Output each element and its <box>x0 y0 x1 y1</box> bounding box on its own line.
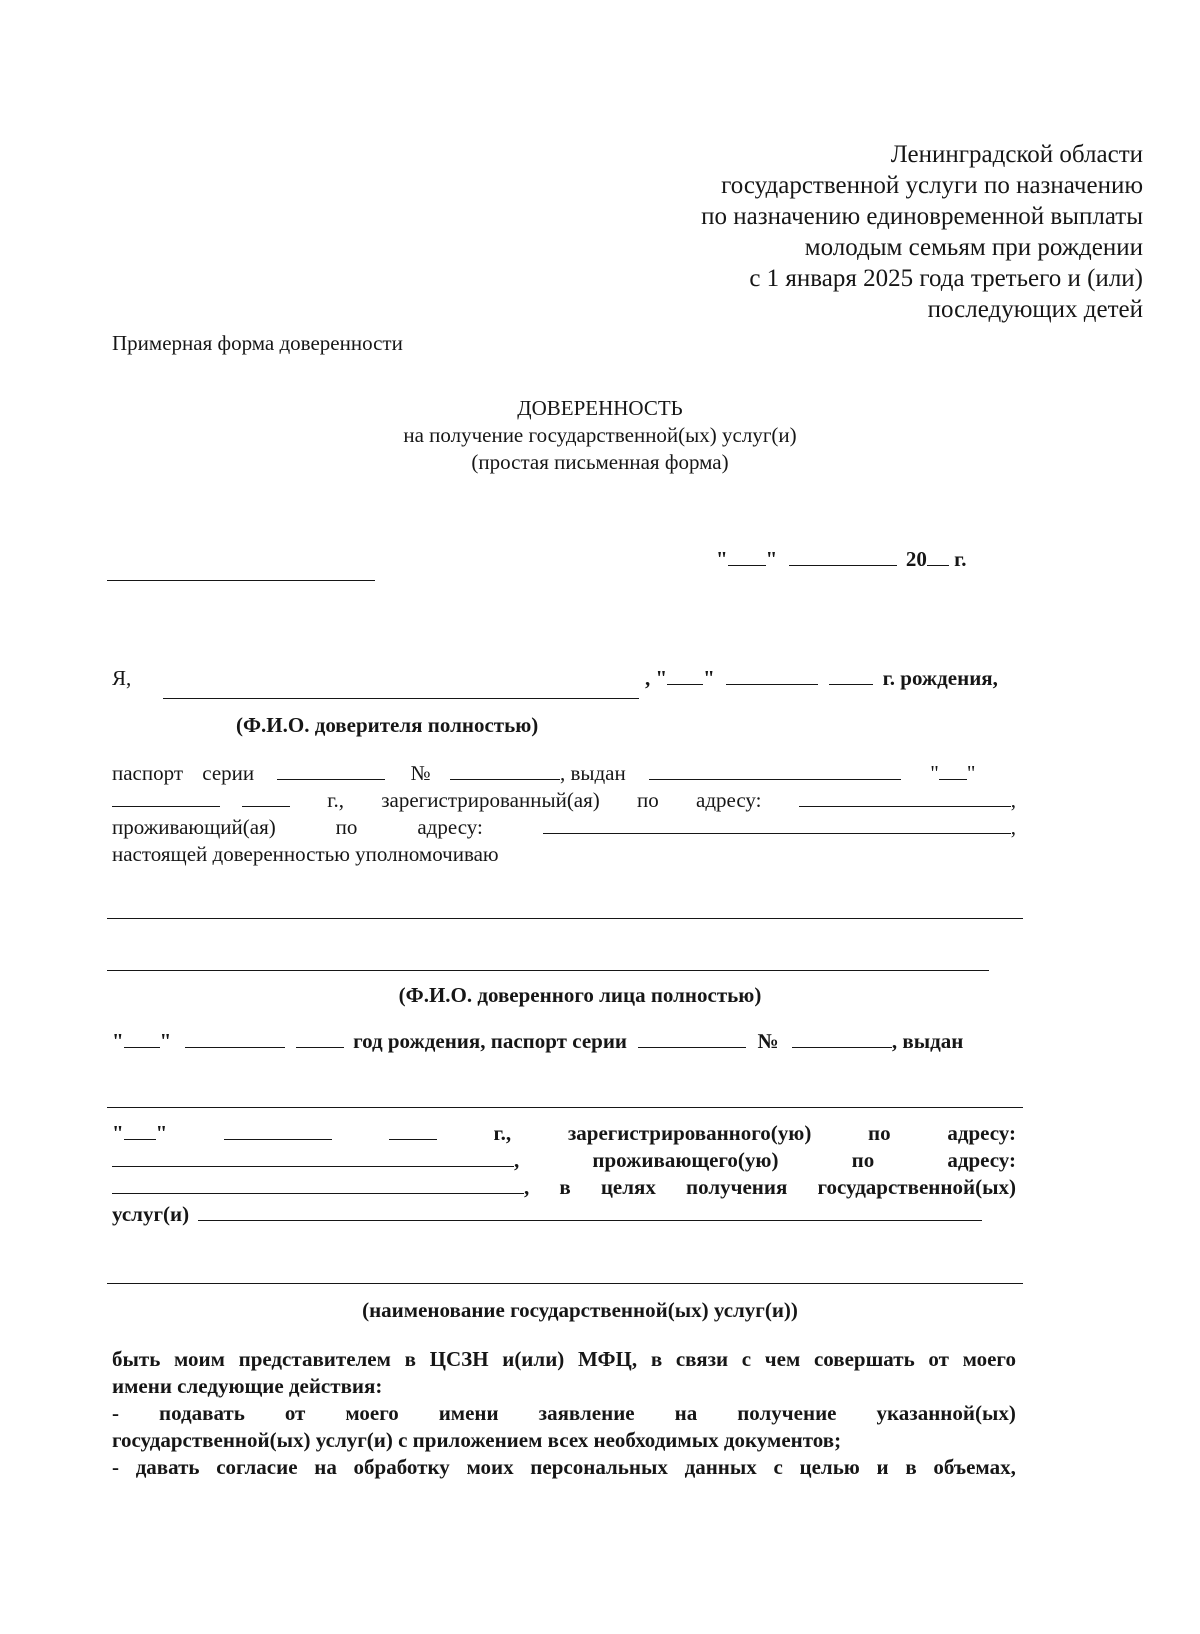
word: - <box>112 1401 119 1425</box>
word: имени <box>438 1401 499 1425</box>
word: ЦСЗН <box>429 1347 489 1371</box>
principal-quote-close: " <box>703 666 715 690</box>
agent-registered-row <box>112 1120 1016 1147</box>
agent-birth-year-field[interactable] <box>296 1029 344 1048</box>
agent-passport-number-field[interactable] <box>792 1029 892 1048</box>
date-day-field[interactable] <box>728 547 766 566</box>
passport-row <box>112 760 1016 787</box>
principal-birth-label: г. рождения, <box>882 666 998 690</box>
comma: , <box>1010 788 1016 812</box>
header-line: с 1 января 2025 года третьего и (или) <box>749 265 1143 292</box>
agent-issue-quote-close: " <box>155 1121 168 1145</box>
issue-year-field[interactable] <box>242 788 290 807</box>
comma: , <box>524 1175 530 1199</box>
word: персональных <box>530 1455 668 1479</box>
agent-issue-quote-open: " <box>112 1121 124 1145</box>
word: от <box>928 1347 949 1371</box>
services-label: услуг(и) <box>112 1202 190 1226</box>
header-line: по назначению единовременной выплаты <box>701 203 1143 230</box>
agent-birth-month-field[interactable] <box>185 1029 285 1048</box>
word: обработку <box>353 1455 450 1479</box>
po-label: по <box>335 815 358 839</box>
agent-po-label: по <box>868 1121 891 1145</box>
agent-issued-by-field[interactable] <box>107 1107 1023 1108</box>
issue-quote-open: " <box>930 761 939 785</box>
word: представителем <box>238 1347 391 1371</box>
agent-issued-label: , выдан <box>891 1029 964 1053</box>
residing-row <box>112 814 1016 841</box>
principal-birth-day-field[interactable] <box>667 666 703 685</box>
date-year-suffix: г. <box>954 547 967 571</box>
header-line: молодым семьям при рождении <box>804 234 1143 261</box>
issued-by-field[interactable] <box>649 761 901 780</box>
issued-label: , выдан <box>559 761 626 785</box>
word: подавать <box>158 1401 245 1425</box>
word: и <box>876 1455 889 1479</box>
principal-birth-line <box>645 665 998 692</box>
date-year-field[interactable] <box>927 547 949 566</box>
services-caption: (наименование государственной(ых) услуг(и)) <box>362 1298 798 1322</box>
agent-issue-year-field[interactable] <box>389 1121 437 1140</box>
word: в <box>404 1347 416 1371</box>
word: моим <box>174 1347 225 1371</box>
agent-address-label: адресу: <box>947 1121 1016 1145</box>
agent-quote-open: " <box>112 1029 124 1053</box>
registered-address-field[interactable] <box>799 788 1011 807</box>
bullet-1-line-1 <box>112 1400 1016 1427</box>
services-row <box>112 1201 982 1228</box>
word: целью <box>799 1455 860 1479</box>
word: давать <box>135 1455 200 1479</box>
date-line <box>716 546 967 573</box>
bullet-2-line-1 <box>112 1454 1016 1481</box>
registered-row <box>112 787 1016 814</box>
principal-ya: Я, <box>112 666 132 690</box>
body-line-2: имени следующие действия: <box>112 1374 383 1398</box>
header-line: Ленинградской области <box>890 141 1143 168</box>
word: объемах, <box>933 1455 1016 1479</box>
header-line: государственной услуги по назначению <box>721 172 1143 199</box>
place-field[interactable] <box>107 580 375 581</box>
agent-passport-series-field[interactable] <box>638 1029 746 1048</box>
agent-residing-address-field[interactable] <box>112 1175 524 1194</box>
authorize-text: настоящей доверенностью уполномочиваю <box>112 842 499 866</box>
word: и(или) <box>502 1347 565 1371</box>
word: чем <box>764 1347 801 1371</box>
agent-registered-address-field[interactable] <box>112 1148 514 1167</box>
word: с <box>773 1455 783 1479</box>
date-month-field[interactable] <box>789 547 897 566</box>
principal-birth-year-field[interactable] <box>829 666 873 685</box>
word: на <box>674 1401 698 1425</box>
comma: , <box>514 1148 520 1172</box>
document-subtitle: на получение государственной(ых) услуг(и) <box>403 423 797 447</box>
agent-po-label: по <box>851 1148 875 1172</box>
passport-label: паспорт <box>112 761 184 785</box>
form-label: Примерная форма доверенности <box>112 331 403 355</box>
body-line-1 <box>112 1346 1016 1373</box>
word: заявление <box>538 1401 635 1425</box>
agent-quote-close: " <box>159 1029 172 1053</box>
date-quote-close: " <box>765 547 778 571</box>
word: связи <box>675 1347 729 1371</box>
agent-birth-label: год рождения, паспорт серии <box>353 1029 628 1053</box>
agent-residing-row <box>112 1147 1016 1174</box>
agent-birth-day-field[interactable] <box>124 1029 160 1048</box>
word: от <box>284 1401 306 1425</box>
word: - <box>112 1455 119 1479</box>
services-field[interactable] <box>198 1202 982 1221</box>
principal-comma-quote: , " <box>645 666 668 690</box>
word: на <box>314 1455 337 1479</box>
residing-label: проживающий(ая) <box>112 815 276 839</box>
issue-month-field[interactable] <box>112 788 220 807</box>
word: с <box>741 1347 752 1371</box>
agent-registered-label: зарегистрированного(ую) <box>567 1121 812 1145</box>
issue-quote-close: " <box>966 761 976 785</box>
passport-number-field[interactable] <box>450 761 560 780</box>
header-block <box>701 139 1143 325</box>
number-sign: № <box>410 761 431 785</box>
document-title: ДОВЕРЕННОСТЬ <box>517 396 683 420</box>
word: моего <box>345 1401 399 1425</box>
agent-purpose-row <box>112 1174 1016 1201</box>
agent-residing-label: проживающего(ую) <box>592 1148 779 1172</box>
principal-name-field[interactable] <box>163 698 639 699</box>
word: в <box>650 1347 663 1371</box>
po-label: по <box>637 788 659 812</box>
document-form-type: (простая письменная форма) <box>471 450 729 474</box>
address-label: адресу: <box>696 788 762 812</box>
comma: , <box>1010 815 1016 839</box>
word: согласие <box>216 1455 298 1479</box>
gov-label: государственной(ых) <box>817 1175 1016 1199</box>
agent-name-field-1[interactable] <box>107 918 1023 919</box>
agent-g-label: г., <box>493 1121 512 1145</box>
registered-label: зарегистрированный(ая) <box>381 788 600 812</box>
services-field-2[interactable] <box>107 1283 1023 1284</box>
header-line: последующих детей <box>927 296 1143 323</box>
word: данных <box>684 1455 757 1479</box>
agent-issue-day-field[interactable] <box>124 1121 156 1140</box>
obtaining-label: получения <box>686 1175 788 1199</box>
date-quote-open: " <box>716 547 728 571</box>
word: в <box>905 1455 917 1479</box>
agent-issue-month-field[interactable] <box>224 1121 332 1140</box>
principal-caption: (Ф.И.О. доверителя полностью) <box>236 713 539 737</box>
in-order-label: в <box>559 1175 571 1199</box>
word: совершать <box>813 1347 915 1371</box>
agent-caption: (Ф.И.О. доверенного лица полностью) <box>398 983 762 1007</box>
word: МФЦ, <box>577 1347 638 1371</box>
agent-address-label: адресу: <box>947 1148 1016 1172</box>
series-label: серии <box>202 761 255 785</box>
residing-address-field[interactable] <box>543 815 1011 834</box>
date-year-prefix: 20 <box>905 547 927 571</box>
agent-name-field-2[interactable] <box>107 970 989 971</box>
word: моих <box>466 1455 514 1479</box>
celyah-label: целях <box>600 1175 656 1199</box>
bullet-1-line-2: государственной(ых) услуг(и) с приложением всех необходимых документов; <box>112 1428 842 1452</box>
passport-series-field[interactable] <box>277 761 385 780</box>
agent-birth-line <box>112 1028 963 1055</box>
address-label: адресу: <box>417 815 483 839</box>
agent-number-sign: № <box>757 1029 779 1053</box>
principal-birth-month-field[interactable] <box>726 666 818 685</box>
issue-day-field[interactable] <box>939 761 967 780</box>
word: моего <box>962 1347 1016 1371</box>
g-label: г., <box>327 788 344 812</box>
word: быть <box>112 1347 161 1371</box>
word: указанной(ых) <box>876 1401 1016 1425</box>
word: получение <box>737 1401 837 1425</box>
